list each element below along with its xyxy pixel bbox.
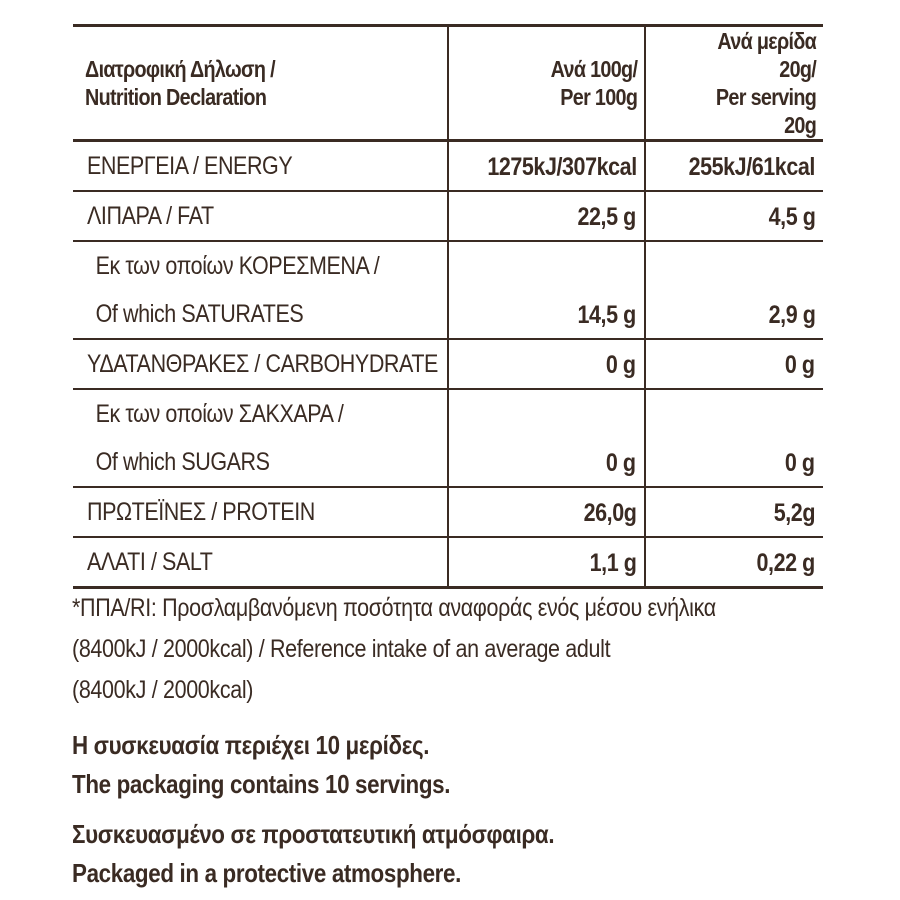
reference-intake-footnote [72, 588, 760, 711]
row-per100-cell [448, 487, 645, 537]
packaging-note [72, 815, 777, 893]
header-serving-line2: Per serving 20g [715, 84, 817, 138]
row-label-cell [73, 339, 448, 389]
row-serving-cell [645, 487, 823, 537]
row-serving-value: 255kJ/61kcal [688, 153, 815, 181]
row-serving-value: 4,5 g [768, 203, 815, 231]
table-row-saturates [73, 241, 823, 339]
row-serving-value: 0,22 g [756, 549, 815, 577]
footnote-line2: (8400kJ / 2000kcal) / Reference intake of an average adult [72, 635, 611, 663]
row-per100-value: 22,5 g [577, 203, 636, 231]
row-label-line1: Εκ των οποίων ΣΑΚΧΑΡΑ / [95, 400, 344, 428]
packaging-note-line2: Packaged in a protective atmosphere. [72, 858, 462, 888]
servings-note-line2: The packaging contains 10 servings. [72, 769, 451, 799]
row-label: ΛΙΠΑΡΑ / FAT [87, 202, 214, 230]
packaging-note-line1: Συσκευασμένο σε προστατευτική ατμόσφαιρα. [72, 819, 555, 849]
header-label-line2: Nutrition Declaration [85, 84, 267, 110]
row-per100-cell [448, 191, 645, 241]
row-label-cell [73, 241, 448, 339]
header-per100-line1: Ανά 100g/ [550, 56, 638, 82]
row-serving-cell [645, 537, 823, 588]
row-label: ΥΔΑΤΑΝΘΡΑΚΕΣ / CARBOHYDRATE [87, 350, 438, 378]
row-label: ΑΛΑΤΙ / SALT [87, 548, 213, 576]
row-label: ΕΝΕΡΓΕΙΑ / ENERGY [87, 152, 293, 180]
row-serving-value: 5,2g [773, 499, 815, 527]
row-label-line2: Of which SUGARS [95, 448, 270, 476]
row-label-cell [73, 191, 448, 241]
header-per100-line2: Per 100g [560, 84, 638, 110]
row-label-cell [73, 537, 448, 588]
servings-note [72, 726, 777, 804]
row-serving-cell [645, 191, 823, 241]
table-row-protein [73, 487, 823, 537]
row-serving-value: 0 g [785, 351, 815, 379]
servings-note-line1: Η συσκευασία περιέχει 10 μερίδες. [72, 730, 430, 760]
row-per100-value: 26,0g [583, 499, 636, 527]
table-row-energy [73, 141, 823, 192]
row-label-cell [73, 487, 448, 537]
header-serving-cell [670, 26, 823, 141]
table-row-fat [73, 191, 823, 241]
row-per100-cell [448, 339, 645, 389]
row-label-cell [73, 389, 448, 487]
row-label-cell [73, 141, 448, 192]
table-row-salt [73, 537, 823, 588]
row-per100-value: 1275kJ/307kcal [487, 153, 637, 181]
row-per100-cell [448, 389, 645, 487]
table-header-row [73, 26, 823, 141]
nutrition-table [73, 24, 823, 589]
table-row-sugars [73, 389, 823, 487]
row-per100-cell [448, 241, 645, 339]
row-per100-value: 1,1 g [589, 549, 636, 577]
table-row-carbohydrate [73, 339, 823, 389]
row-serving-cell [645, 339, 823, 389]
row-per100-value: 14,5 g [577, 301, 636, 329]
row-label: ΠΡΩΤΕΪΝΕΣ / PROTEIN [87, 498, 315, 526]
footnote-line3: (8400kJ / 2000kcal) [72, 676, 254, 704]
row-serving-cell [645, 241, 823, 339]
header-label-cell [73, 26, 396, 141]
row-per100-cell [448, 141, 645, 192]
row-per100-cell [448, 537, 645, 588]
row-per100-value: 0 g [606, 449, 636, 477]
row-serving-value: 2,9 g [768, 301, 815, 329]
row-serving-cell [645, 141, 823, 192]
header-serving-line1: Ανά μερίδα 20g/ [717, 28, 817, 82]
row-label-line1: Εκ των οποίων ΚΟΡΕΣΜΕΝΑ / [95, 252, 380, 280]
header-per100-cell [476, 26, 645, 141]
row-serving-cell [645, 389, 823, 487]
row-serving-value: 0 g [785, 449, 815, 477]
row-label-line2: Of which SATURATES [95, 300, 304, 328]
header-label-line1: Διατροφική Δήλωση / [85, 56, 275, 82]
footnote-line1: *ΠΠΑ/RI: Προσλαμβανόμενη ποσότητα αναφοράς ενός μέσου ενήλικα [72, 594, 716, 622]
row-per100-value: 0 g [606, 351, 636, 379]
